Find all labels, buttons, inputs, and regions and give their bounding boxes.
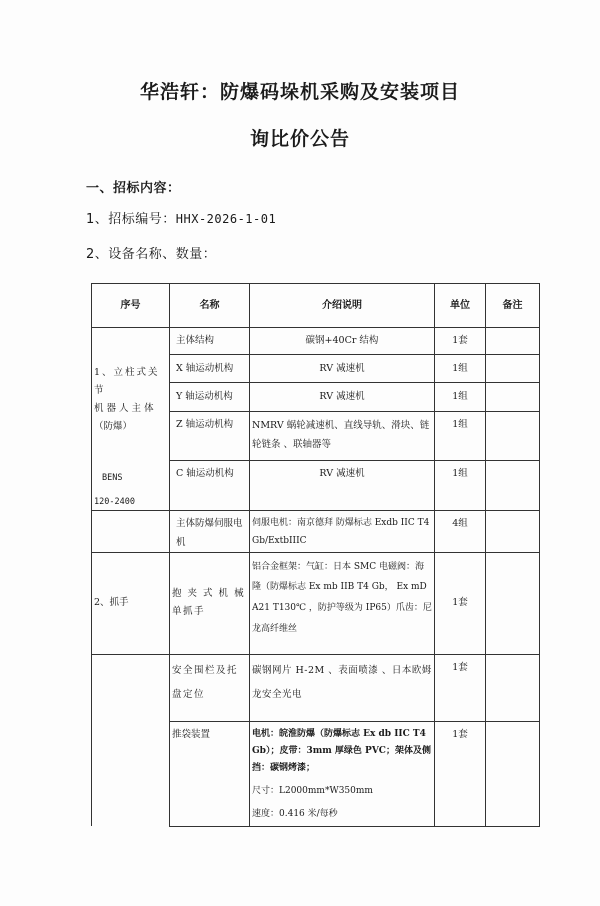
section-heading: 一、招标内容： — [86, 181, 181, 196]
table-row — [92, 654, 540, 721]
equipment-table — [91, 283, 540, 827]
row-remark — [486, 355, 540, 382]
bid-number-value: HHX-2026-1-01 — [175, 212, 277, 226]
row-name: Z 轴运动机构 — [170, 411, 250, 460]
group1-model-line2: 120-2400 — [94, 497, 135, 508]
row-unit: 1组 — [435, 382, 486, 411]
gripper-unit: 1套 — [435, 552, 486, 654]
gripper-seq: 2、抓手 — [92, 552, 170, 654]
row-name: 主体结构 — [170, 328, 250, 355]
servo-desc: 伺服电机：南京德拜 防爆标志 Exdb IIC T4 Gb/ExtbIIIC — [250, 511, 435, 552]
bid-number-line — [86, 208, 276, 227]
row-desc: 碳钢+40Cr 结构 — [250, 328, 435, 355]
document-subtitle: 询比价公告 — [249, 128, 350, 150]
bid-number-label: 1、招标编号： — [86, 212, 176, 227]
table-header-row — [92, 284, 540, 328]
group1-seq-line3: （防爆） — [94, 421, 133, 433]
servo-name: 主体防爆伺服电机 — [170, 511, 250, 552]
row-remark — [486, 654, 540, 721]
group3-seq — [92, 654, 170, 826]
header-seq: 序号 — [92, 284, 170, 328]
row-unit: 1套 — [435, 328, 486, 355]
row-name: Y 轴运动机构 — [170, 382, 250, 411]
table-row-gripper — [92, 552, 540, 654]
table-row-servo — [92, 511, 540, 552]
group1-seq-cell — [92, 328, 170, 511]
row-desc: 碳钢网片 H-2M 、表面喷漆 、日本欧姆龙安全光电 — [250, 654, 435, 721]
row-unit: 1组 — [435, 460, 486, 511]
equipment-heading: 2、设备名称、数量： — [86, 247, 217, 262]
push-desc-line3: 速度：0.416 米/每秒 — [252, 808, 338, 819]
row-name: 推袋装置 — [170, 721, 250, 826]
row-name: X 轴运动机构 — [170, 355, 250, 382]
servo-seq — [92, 511, 170, 552]
gripper-remark — [486, 552, 540, 654]
row-name: C 轴运动机构 — [170, 460, 250, 511]
row-remark — [486, 382, 540, 411]
push-desc-line2: 尺寸：L2000mm*W350mm — [252, 785, 373, 796]
gripper-desc: 铝合金框架：气缸：日本 SMC 电磁阀：海隆（防爆标志 Ex mb IIB T4 Gb， Ex mD A21 T130℃ ，防护等级为 IP65）爪齿：尼龙高纤维丝 — [250, 552, 435, 654]
document-title: 华浩轩：防爆码垛机采购及安装项目 — [139, 81, 460, 103]
row-remark — [486, 721, 540, 826]
row-remark — [486, 411, 540, 460]
group1-model-line1: BENS — [102, 473, 123, 484]
row-remark — [486, 460, 540, 511]
row-desc: RV 减速机 — [250, 460, 435, 511]
header-desc: 介绍说明 — [250, 284, 435, 328]
row-desc: RV 减速机 — [250, 355, 435, 382]
row-unit: 1组 — [435, 411, 486, 460]
push-desc-line1: 电机：皖淮防爆（防爆标志 Ex db IIC T4 Gb）；皮带：3mm 厚绿色 PVC；架体及侧挡：碳钢烤漆； — [252, 728, 431, 773]
gripper-name: 抱 夹 式 机 械 单抓手 — [170, 552, 250, 654]
row-unit: 1组 — [435, 355, 486, 382]
row-desc: RV 减速机 — [250, 382, 435, 411]
header-name: 名称 — [170, 284, 250, 328]
row-unit: 1套 — [435, 721, 486, 826]
row-remark — [486, 328, 540, 355]
servo-remark — [486, 511, 540, 552]
table-row — [92, 328, 540, 355]
row-desc: NMRV 蜗轮减速机、直线导轨、滑块、链 轮链条 、联轴器等 — [250, 411, 435, 460]
row-unit: 1套 — [435, 654, 486, 721]
servo-unit: 4组 — [435, 511, 486, 552]
header-unit: 单位 — [435, 284, 486, 328]
group1-seq-line2: 机 器 人 主 体 — [94, 403, 154, 415]
header-remark: 备注 — [486, 284, 540, 328]
row-name: 安全围栏及托盘定位 — [170, 654, 250, 721]
group1-seq-line1: 1、立柱式关节 — [94, 367, 160, 397]
row-desc-cell — [250, 721, 435, 826]
